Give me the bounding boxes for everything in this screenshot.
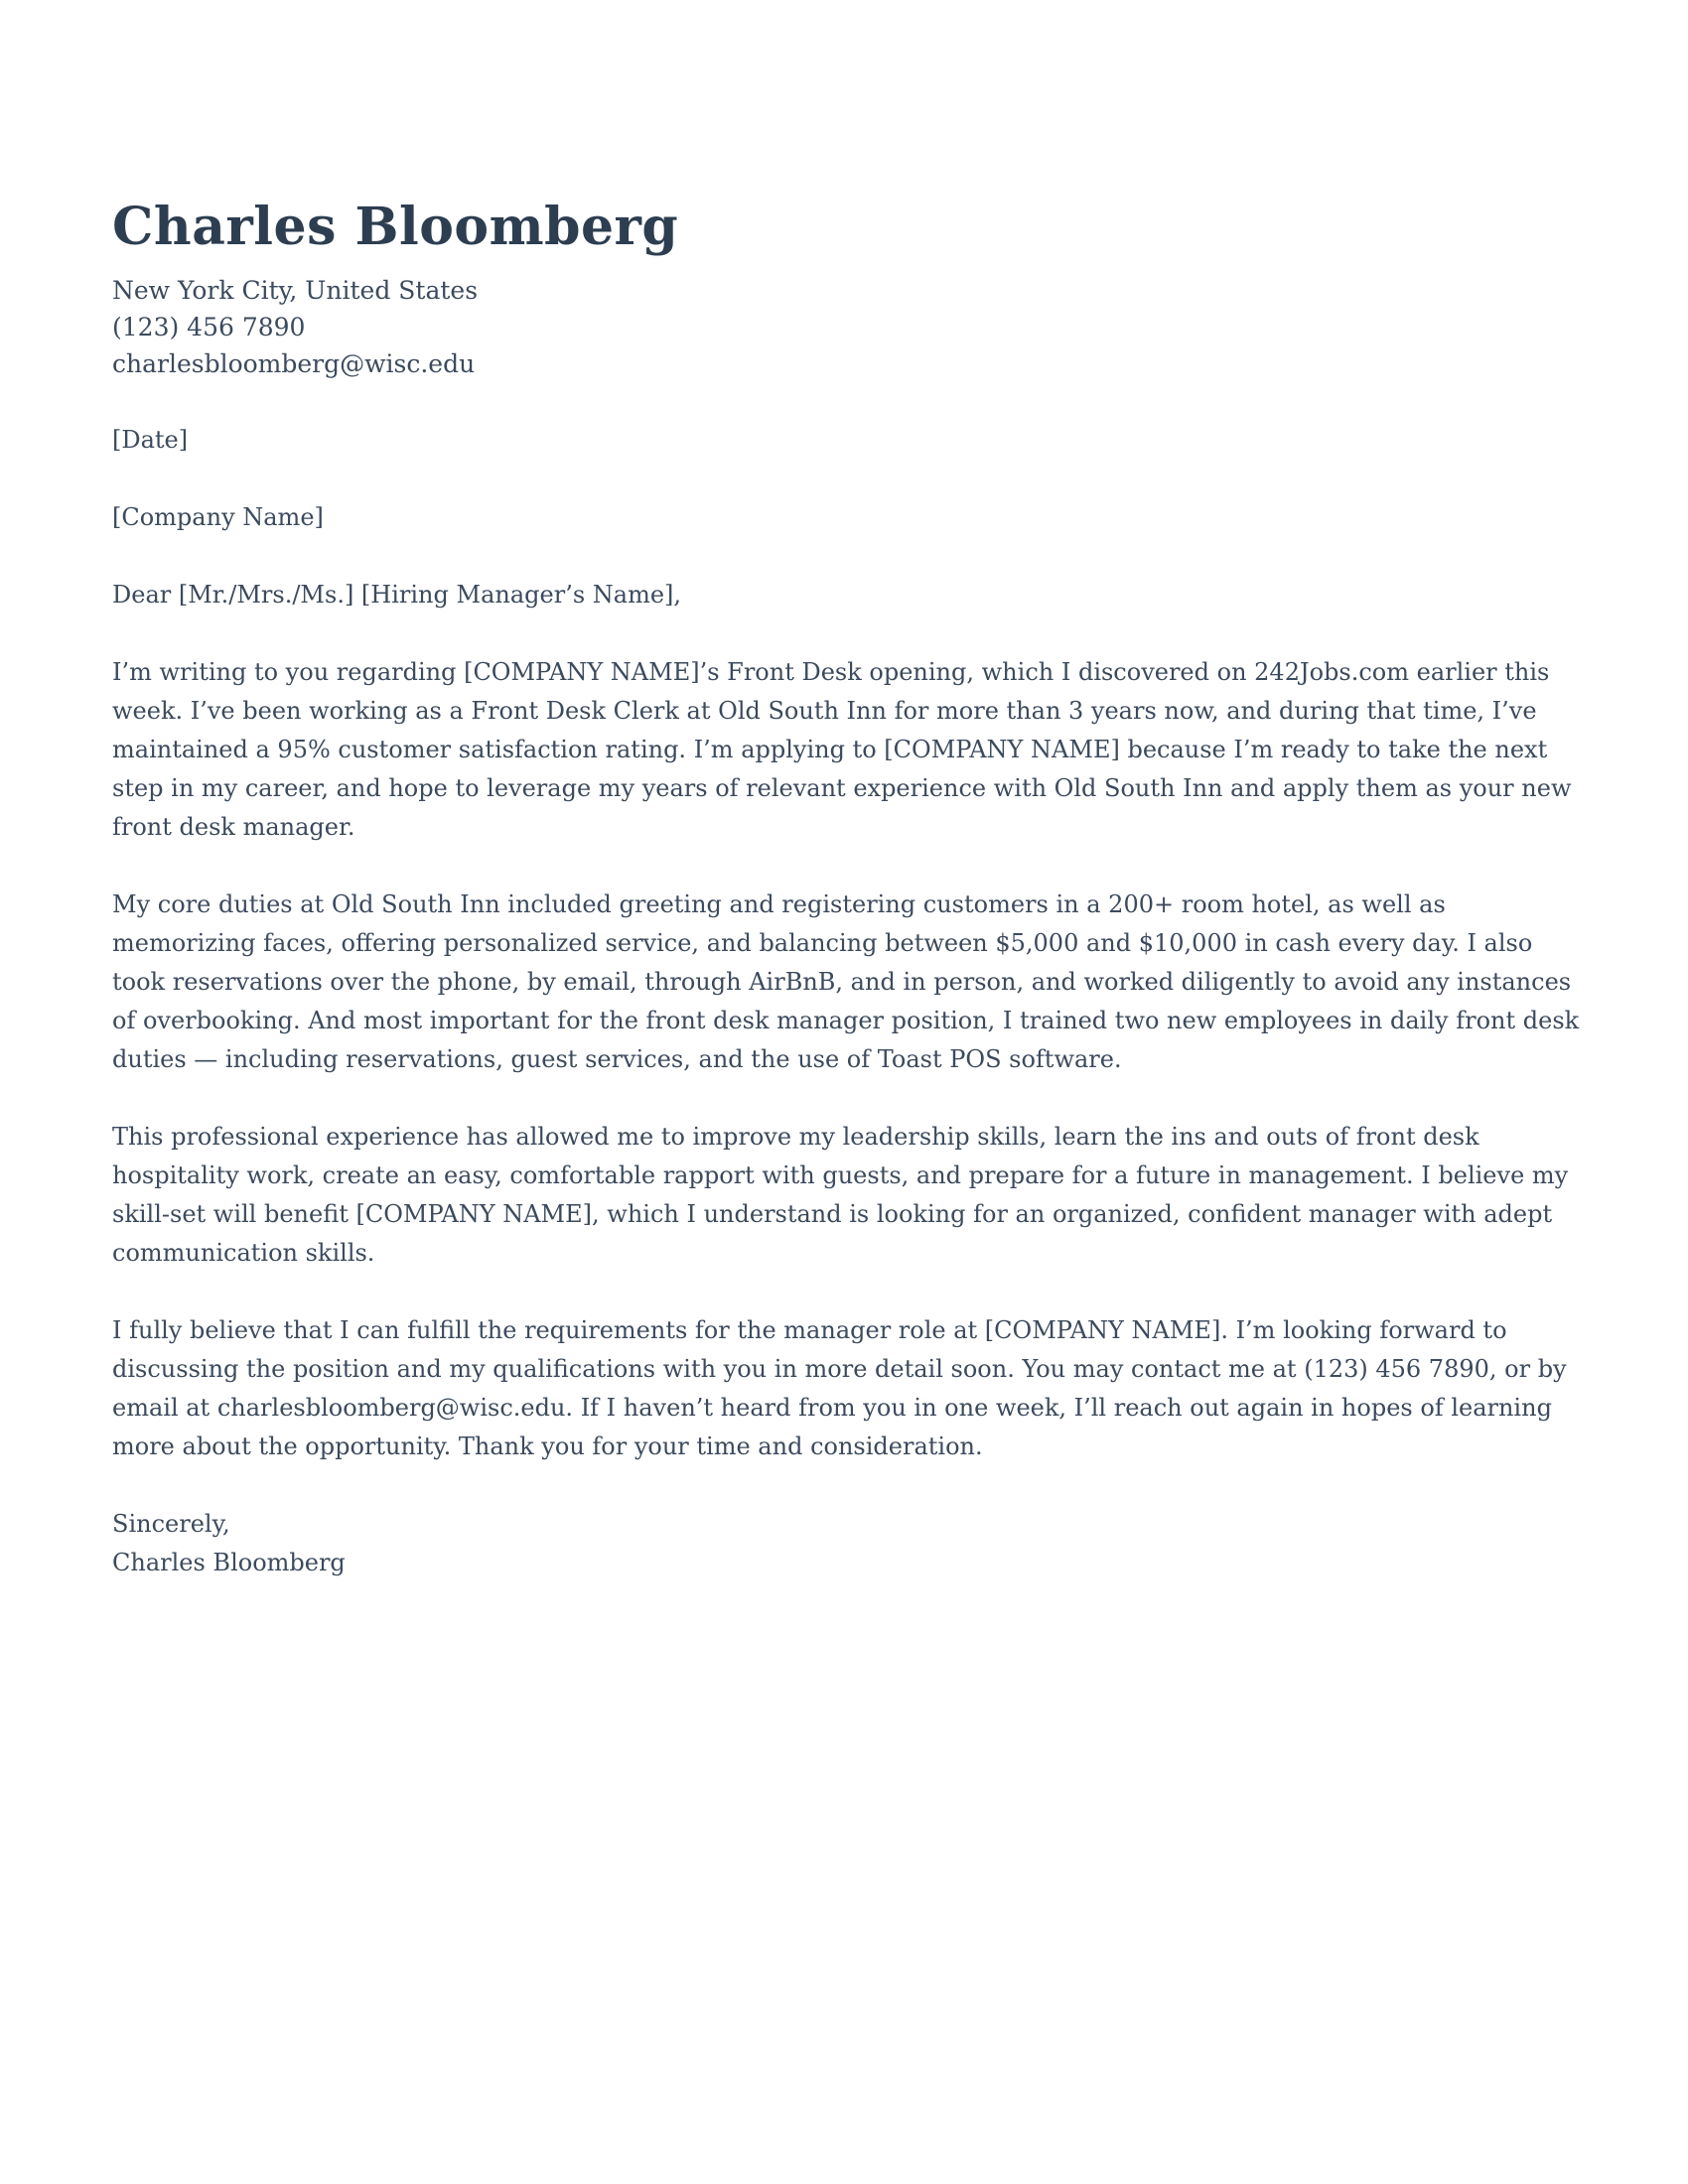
contact-phone: (123) 456 7890 — [112, 313, 306, 341]
salutation: Dear [Mr./Mrs./Ms.] [Hiring Manager’s Name], — [112, 581, 682, 609]
body-paragraph-1: I’m writing to you regarding [COMPANY NAME]’s Front Desk opening, which I discovered on 242Jobs.com earlier this week. I’ve been working as a Front Desk Clerk at Old South Inn for more than 3 years now, and during that time, I’ve maintained a 95% customer satisfaction rating. I’m applying to [COMPANY NAME] because I’m ready to take the next step in my career, and hope to leverage my years of relevant experience with Old South Inn and apply them as your new front desk manager. — [112, 658, 1572, 841]
applicant-name-heading: Charles Bloomberg — [112, 197, 679, 257]
letter-content — [112, 197, 1582, 1582]
body-paragraph-3: This professional experience has allowed me to improve my leadership skills, learn the ins and outs of front desk hospitality work, create an easy, comfortable rapport with guests, and prepare for a future in management. I believe my skill-set will benefit [COMPANY NAME], which I understand is looking for an organized, confident manager with adept communication skills. — [112, 1123, 1569, 1267]
closing-salutation: Sincerely, — [112, 1510, 230, 1538]
date-placeholder: [Date] — [112, 426, 189, 454]
contact-location: New York City, United States — [112, 276, 479, 305]
contact-info — [112, 272, 1582, 382]
closing-block — [112, 1505, 1582, 1582]
body-paragraph-4: I fully believe that I can fulfill the requirements for the manager role at [COMPANY NAME]. I’m looking forward to discussing the position and my qualifications with you in more detail soon. You may contact me at (123) 456 7890, or by email at charlesbloomberg@wisc.edu. If I haven’t heard from you in one week, I’ll reach out again in hopes of learning more about the opportunity. Thank you for your time and consideration. — [112, 1316, 1567, 1460]
company-name-placeholder: [Company Name] — [112, 503, 324, 531]
contact-email: charlesbloomberg@wisc.edu — [112, 349, 476, 378]
body-paragraph-2: My core duties at Old South Inn included greeting and registering customers in a 200+ room hotel, as well as memorizing faces, offering personalized service, and balancing between $5,000 and $10,000 in cash every day. I also took reservations over the phone, by email, through AirBnB, and in person, and worked diligently to avoid any instances of overbooking. And most important for the front desk manager position, I trained two new employees in daily front desk duties — including reservations, guest services, and the use of Toast POS software. — [112, 890, 1580, 1073]
signature-name: Charles Bloomberg — [112, 1549, 346, 1576]
